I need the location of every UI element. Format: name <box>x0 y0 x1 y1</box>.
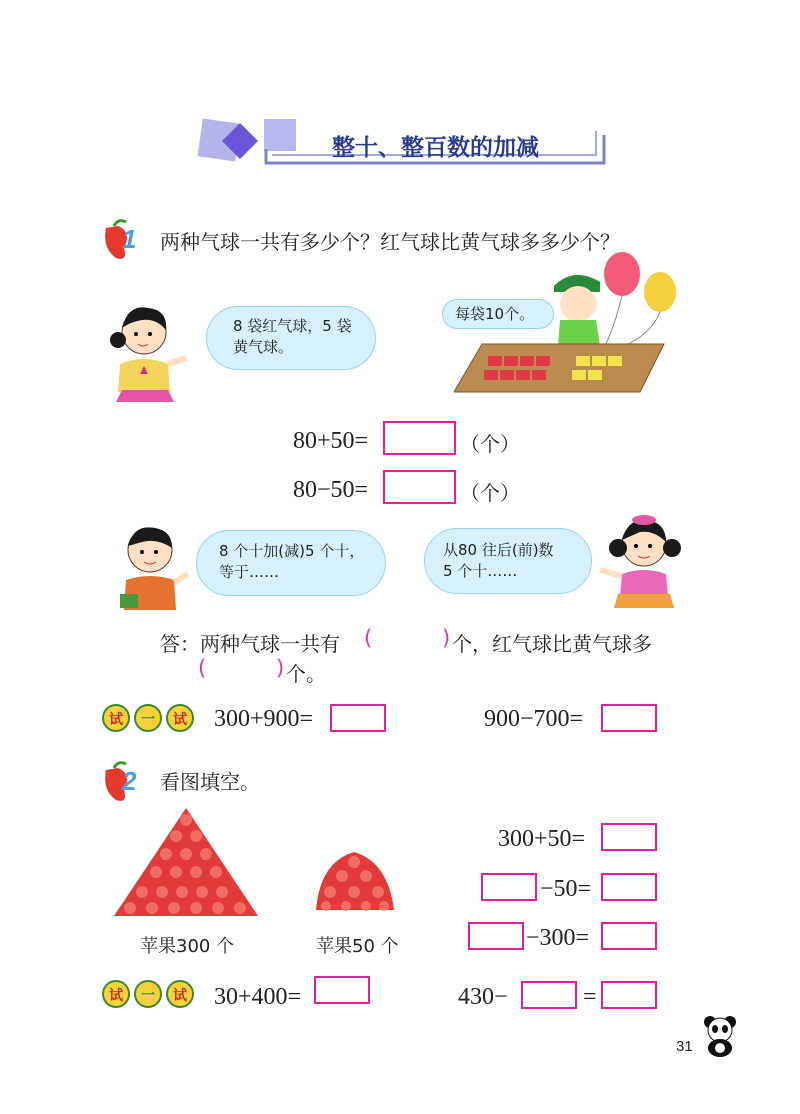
problem1-marker <box>98 218 148 262</box>
try-char-1: 试 <box>109 712 123 728</box>
p2-answer-box-1[interactable] <box>601 823 657 851</box>
answer-blank2-close: ) <box>276 656 285 680</box>
try-char-1: 试 <box>109 988 123 1004</box>
girl-speech-bubble <box>206 306 376 370</box>
title-banner <box>190 115 610 175</box>
boy-bubble-text: 每袋10个。 <box>455 305 535 323</box>
answer-sentence-part2: 个，红气球比黄气球多 <box>452 632 652 656</box>
try1-eq-a: 300+900= <box>214 706 314 732</box>
answer-sentence-part3: 个。 <box>286 662 326 686</box>
hint-bubble-right <box>424 528 592 594</box>
try-char-2: 一 <box>141 712 155 728</box>
try2-eq-b-left: 430− <box>458 984 508 1010</box>
try1-answer-box-b[interactable] <box>601 704 657 732</box>
problem2-instruction: 看图填空。 <box>160 770 260 794</box>
girl-pointing-illustration <box>596 510 688 610</box>
girl-bubble-line2: 黄气球。 <box>233 338 294 356</box>
try1-eq-b: 900−700= <box>484 706 584 732</box>
boy-illustration <box>112 520 190 612</box>
answer-blank-total[interactable] <box>376 627 436 653</box>
answer-blank2-open: ( <box>198 656 207 680</box>
answer-blank-difference[interactable] <box>210 657 270 683</box>
try2-answer-box-a[interactable] <box>314 976 370 1004</box>
answer-box-addition[interactable] <box>383 421 456 455</box>
hint-left-line2: 等于…… <box>219 563 280 581</box>
caption-apples-50: 苹果50 个 <box>316 936 399 957</box>
hint-right-line2: 5 个十…… <box>443 562 518 580</box>
try-char-3: 试 <box>173 712 187 728</box>
try-char-3: 试 <box>173 988 187 1004</box>
eq-subtraction: 80−50= <box>293 477 369 503</box>
try2-eq-b-equals: = <box>583 984 597 1010</box>
problem-number: 1 <box>122 224 137 254</box>
answer-box-subtraction[interactable] <box>383 470 456 504</box>
page-title: 整十、整百数的加减 <box>332 135 539 161</box>
try2-eq-a: 30+400= <box>214 984 302 1010</box>
try-it-badge <box>100 704 196 732</box>
caption-apples-300: 苹果300 个 <box>140 936 235 957</box>
eq-addition: 80+50= <box>293 428 369 454</box>
panda-icon <box>700 1014 740 1058</box>
hint-bubble-left <box>196 530 386 596</box>
unit-subtraction: （个） <box>460 481 520 505</box>
hint-right-line1: 从80 往后(前)数 <box>443 541 554 559</box>
p2-blank-minuend-2[interactable] <box>468 922 524 950</box>
apple-pile-small-illustration <box>310 848 398 912</box>
girl-illustration <box>108 302 190 406</box>
hint-left-line1: 8 个十加(减)5 个十， <box>219 542 365 560</box>
p2-answer-box-2[interactable] <box>601 873 657 901</box>
p2-answer-box-3[interactable] <box>601 922 657 950</box>
boy-balloons-illustration <box>454 248 684 396</box>
answer-blank1-close: ) <box>442 626 451 650</box>
answer-sentence-part1: 答：两种气球一共有 <box>160 632 340 656</box>
p2-eq1: 300+50= <box>498 826 586 852</box>
problem-number: 2 <box>122 766 137 796</box>
problem1-question: 两种气球一共有多少个？红气球比黄气球多多少个？ <box>160 230 620 254</box>
p2-eq3-operator: −300= <box>526 925 590 951</box>
try2-answer-box-b[interactable] <box>601 981 657 1009</box>
answer-blank1-open: ( <box>364 626 373 650</box>
apple-pile-large-illustration <box>112 806 260 918</box>
girl-bubble-line1: 8 袋红气球，5 袋 <box>233 317 352 335</box>
p2-blank-minuend-1[interactable] <box>481 873 537 901</box>
page-number: 31 <box>676 1038 693 1055</box>
problem2-marker <box>98 760 148 804</box>
try1-answer-box-a[interactable] <box>330 704 386 732</box>
try2-blank-subtrahend[interactable] <box>521 981 577 1009</box>
p2-eq2-operator: −50= <box>540 876 592 902</box>
unit-addition: （个） <box>460 432 520 456</box>
try-char-2: 一 <box>141 988 155 1004</box>
try-it-badge <box>100 980 196 1008</box>
